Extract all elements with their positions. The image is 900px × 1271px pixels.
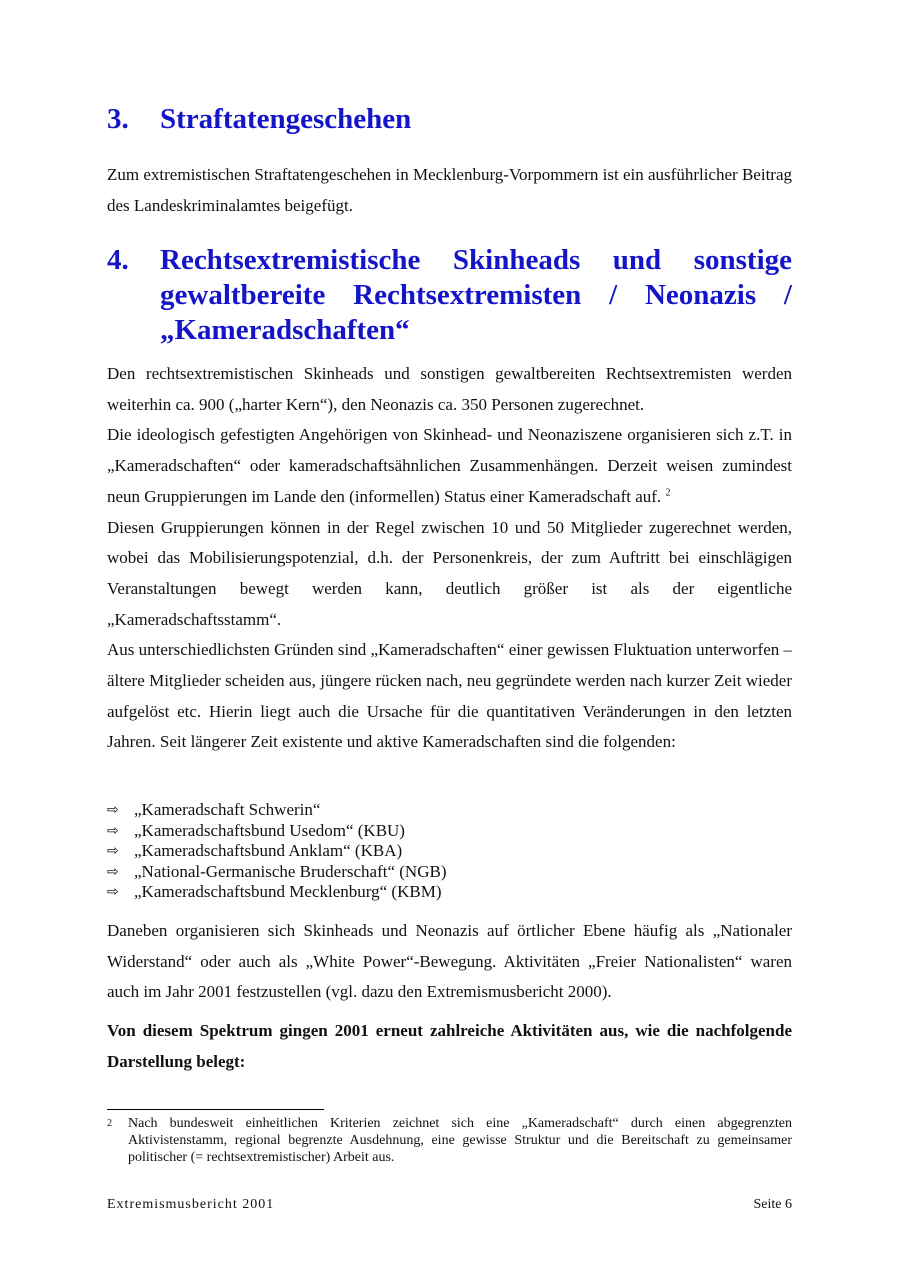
after-list-paragraph: Daneben organisieren sich Skinheads und Neonazis auf örtlicher Ebene häufig als „Nationaler Widerstand“ oder auch als „White Power“-Bewegung. Aktivitäten „Freier Nationalisten“ waren auch im Jahr 2001 festzustellen (vgl. dazu den Extremismusbericht 2000). [107,921,792,1002]
section-4-title: Rechtsextremistische Skinheads und sonstige gewaltbereite Rechtsextremisten / Neonazis / „Kameradschaften“ [160,244,792,346]
list-item-text: „National-Germanische Bruderschaft“ (NGB) [134,861,447,881]
paragraph: Diesen Gruppierungen können in der Regel zwischen 10 und 50 Mitglieder zugerechnet werden, wobei das Mobilisierungspotenzial, d.h. der Personenkreis, der zum Auftritt bei einschlägigen Veranstaltungen bewegt werden kann, deutlich größer ist als der eigentliche „Kameradschaftsstamm“. [107,517,792,629]
right-arrow-outline-icon: ⇨ [107,843,119,859]
list-item-text: „Kameradschaftsbund Anklam“ (KBA) [134,841,403,860]
list-item [107,800,446,821]
kameradschaften-list [107,800,446,903]
section-3-text: Zum extremistischen Straftatengeschehen in Mecklenburg-Vorpommern ist ein ausführlicher Beitrag des Landeskriminalamtes beigefügt. [107,165,792,215]
right-arrow-outline-icon: ⇨ [107,863,119,880]
list-item-text: „Kameradschaftsbund Mecklenburg“ (KBM) [134,882,442,901]
list-item [107,862,446,883]
paragraph-text: Die ideologisch gefestigten Angehörigen von Skinhead- und Neonaziszene organisieren sich z.T. in „Kameradschaften“ oder kameradschaftsähnlichen Zusammenhängen. Derzeit weisen zumindest neun Gruppierungen im Lande den (informellen) Status einer Kameradschaft auf. [107,425,792,506]
footer-page-number: Seite 6 [753,1197,792,1212]
list-item [107,882,446,903]
footer-document-title: Extremismusbericht 2001 [107,1197,275,1212]
list-item-text: „Kameradschaftsbund Usedom“ (KBU) [134,820,405,840]
section-3-number: 3. [107,103,129,135]
section-3-heading [107,102,411,136]
paragraph: Aus unterschiedlichsten Gründen sind „Kameradschaften“ einer gewissen Fluktuation unterworfen – ältere Mitglieder scheiden aus, jüngere rücken nach, neu gegründete werden nach kurzer Zeit wieder aufgelöst etc. Hierin liegt auch die Ursache für die quantitativen Veränderungen in den letzten Jahren. Seit längerer Zeit existente und aktive Kameradschaften sind die folgenden: [107,640,792,752]
section-3-title: Straftatengeschehen [160,103,412,135]
bold-statement: Von diesem Spektrum gingen 2001 erneut zahlreiche Aktivitäten aus, wie die nachfolgende Darstellung belegt: [107,1021,792,1071]
paragraph: Den rechtsextremistischen Skinheads und sonstigen gewaltbereiten Rechtsextremisten werden weiterhin ca. 900 („harter Kern“), den Neonazis ca. 350 Personen zugerechnet. [107,364,792,414]
page-footer [107,1197,792,1213]
list-item-text: „Kameradschaft Schwerin“ [134,800,321,819]
footnote-text: Nach bundesweit einheitlichen Kriterien zeichnet sich eine „Kameradschaft“ durch einen abgegrenzten Aktivistenstamm, regional begrenzte Ausdehnung, eine gewisse Struktur und die Bereitschaft zu gemeinsamer politischer (= rechtsextremistischer) Arbeit aus. [128,1116,792,1165]
right-arrow-outline-icon: ⇨ [107,884,119,900]
section-4-number: 4. [107,244,129,276]
list-item [107,841,446,862]
paragraph [107,420,792,512]
list-item [107,821,446,842]
footnote [107,1115,792,1166]
section-4-body [107,359,792,758]
footnote-reference[interactable]: 2 [665,487,671,499]
right-arrow-outline-icon: ⇨ [107,822,119,839]
right-arrow-outline-icon: ⇨ [107,802,119,818]
footnote-divider [107,1109,324,1110]
section-4-heading [107,243,792,348]
footnote-number: 2 [107,1118,112,1129]
